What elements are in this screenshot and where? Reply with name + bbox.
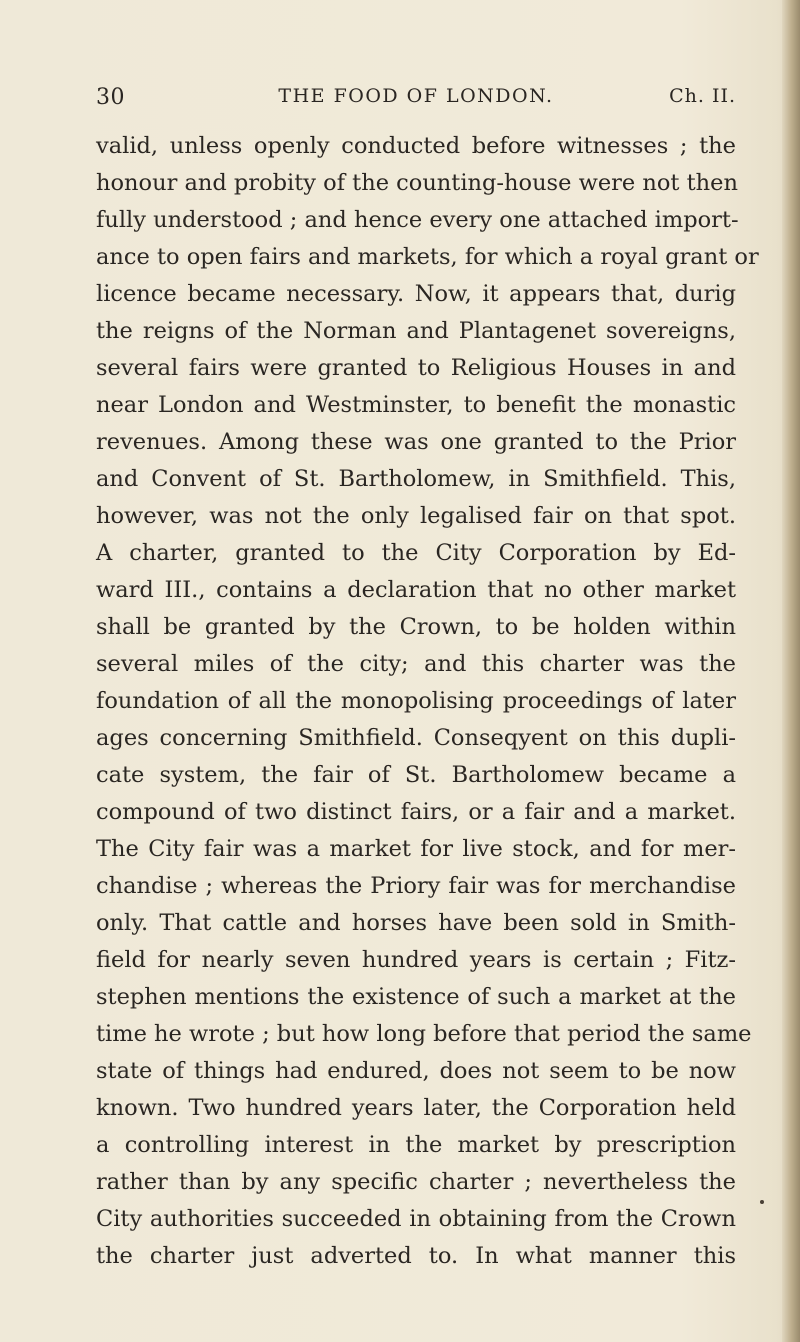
text-line: ward III., contains a declaration that no other market xyxy=(96,577,736,603)
text-line: fully understood ; and hence every one attached import- xyxy=(96,207,739,233)
text-line: ance to open fairs and markets, for which a royal grant or xyxy=(96,244,759,270)
text-line: rather than by any specific charter ; nevertheless the xyxy=(96,1169,736,1195)
chapter-marker: Ch. II. xyxy=(669,85,736,107)
text-line: foundation of all the monopolising proceedings of later xyxy=(96,688,736,714)
text-line: honour and probity of the counting-house were not then xyxy=(96,170,738,196)
text-line: field for nearly seven hundred years is certain ; Fitz- xyxy=(96,947,736,973)
text-line: shall be granted by the Crown, to be holden within xyxy=(96,614,736,640)
text-line: licence became necessary. Now, it appears that, durig xyxy=(96,281,736,307)
text-line: cate system, the fair of St. Bartholomew became a xyxy=(96,762,736,788)
text-line: The City fair was a market for live stock, and for mer- xyxy=(96,836,736,862)
page-edge-shadow xyxy=(782,0,800,1342)
text-line: ages concerning Smithfield. Conseqyent on this dupli- xyxy=(96,725,736,751)
text-line: and Convent of St. Bartholomew, in Smithfield. This, xyxy=(96,466,736,492)
page-number: 30 xyxy=(96,85,125,110)
text-line: revenues. Among these was one granted to the Prior xyxy=(96,429,736,455)
text-line: near London and Westminster, to benefit the monastic xyxy=(96,392,736,418)
running-header xyxy=(96,85,736,119)
text-line: A charter, granted to the City Corporation by Ed- xyxy=(96,540,736,566)
text-line: state of things had endured, does not seem to be now xyxy=(96,1058,736,1084)
text-line: a controlling interest in the market by prescription xyxy=(96,1132,736,1158)
text-line: several fairs were granted to Religious Houses in and xyxy=(96,355,736,381)
text-line: stephen mentions the existence of such a market at the xyxy=(96,984,736,1010)
text-line: only. That cattle and horses have been sold in Smith- xyxy=(96,910,736,936)
text-line: known. Two hundred years later, the Corporation held xyxy=(96,1095,736,1121)
text-line: however, was not the only legalised fair on that spot. xyxy=(96,503,736,529)
text-line: City authorities succeeded in obtaining from the Crown xyxy=(96,1206,736,1232)
running-title: THE FOOD OF LONDON. xyxy=(278,85,554,107)
text-line: the reigns of the Norman and Plantagenet sovereigns, xyxy=(96,318,736,344)
text-line: the charter just adverted to. In what manner this xyxy=(96,1243,736,1269)
body-text xyxy=(96,128,759,1275)
text-line: several miles of the city; and this charter was the xyxy=(96,651,736,677)
text-line: valid, unless openly conducted before witnesses ; the xyxy=(96,133,736,159)
text-line: time he wrote ; but how long before that period the same xyxy=(96,1021,752,1047)
text-line: compound of two distinct fairs, or a fair and a market. xyxy=(96,799,736,825)
text-line: chandise ; whereas the Priory fair was for merchandise xyxy=(96,873,736,899)
paper-speck xyxy=(760,1200,764,1204)
